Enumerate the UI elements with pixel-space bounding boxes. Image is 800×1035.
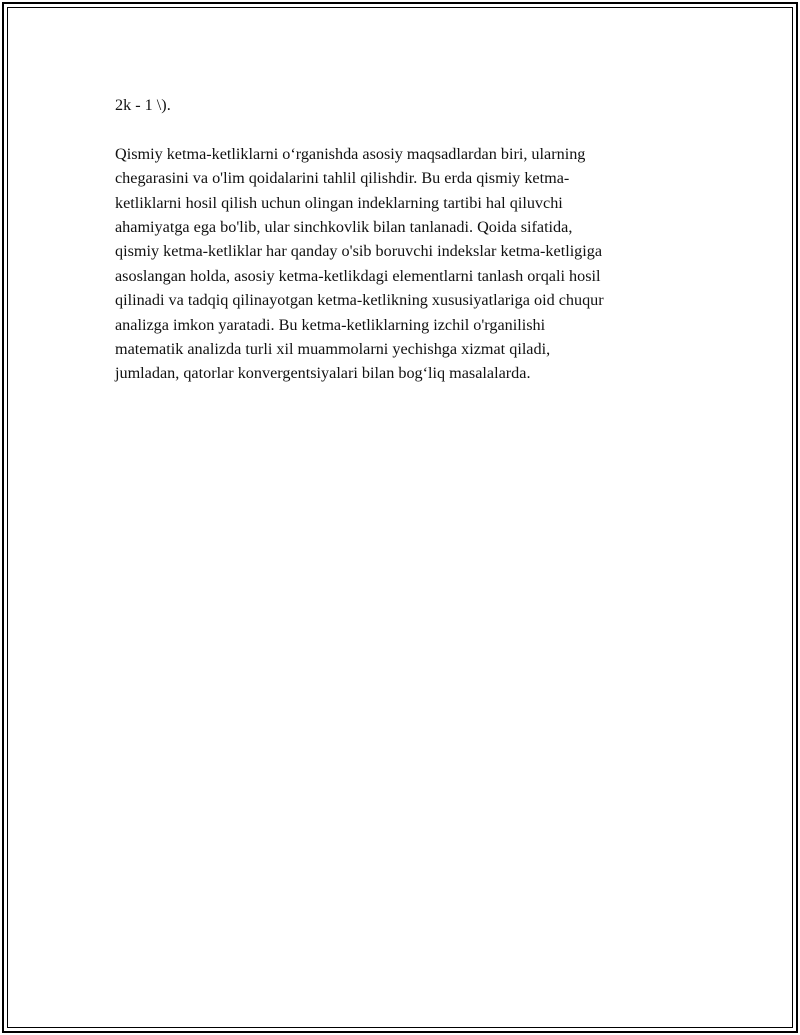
paragraph-line: ahamiyatga ega bo'lib, ular sinchkovlik bilan tanlanadi. Qoida sifatida, — [115, 218, 573, 237]
paragraph — [115, 142, 685, 386]
document-text — [115, 93, 685, 386]
paragraph-spacer — [115, 117, 685, 141]
paragraph-line: qilinadi va tadqiq qilinayotgan ketma-ketlikning xususiyatlariga oid chuqur — [115, 291, 604, 310]
paragraph-line: ketliklarni hosil qilish uchun olingan indeklarning tartibi hal qiluvchi — [115, 193, 563, 212]
formula-fragment: 2k - 1 \). — [115, 96, 171, 114]
paragraph-line: chegarasini va o'lim qoidalarini tahlil qilishdir. Bu erda qismiy ketma- — [115, 169, 570, 188]
paragraph-line: matematik analizda turli xil muammolarni yechishga xizmat qiladi, — [115, 340, 551, 359]
paragraph-line: asoslangan holda, asosiy ketma-ketlikdagi elementlarni tanlash orqali hosil — [115, 266, 601, 285]
paragraph-line: analizga imkon yaratadi. Bu ketma-ketliklarning izchil o'rganilishi — [115, 315, 546, 334]
paragraph-line: Qismiy ketma-ketliklarni o‘rganishda asosiy maqsadlardan biri, ularning — [115, 144, 586, 163]
paragraph-line: jumladan, qatorlar konvergentsiyalari bilan bog‘liq masalalarda. — [115, 364, 531, 383]
paragraph-line: qismiy ketma-ketliklar har qanday o'sib boruvchi indekslar ketma-ketligiga — [115, 242, 603, 261]
